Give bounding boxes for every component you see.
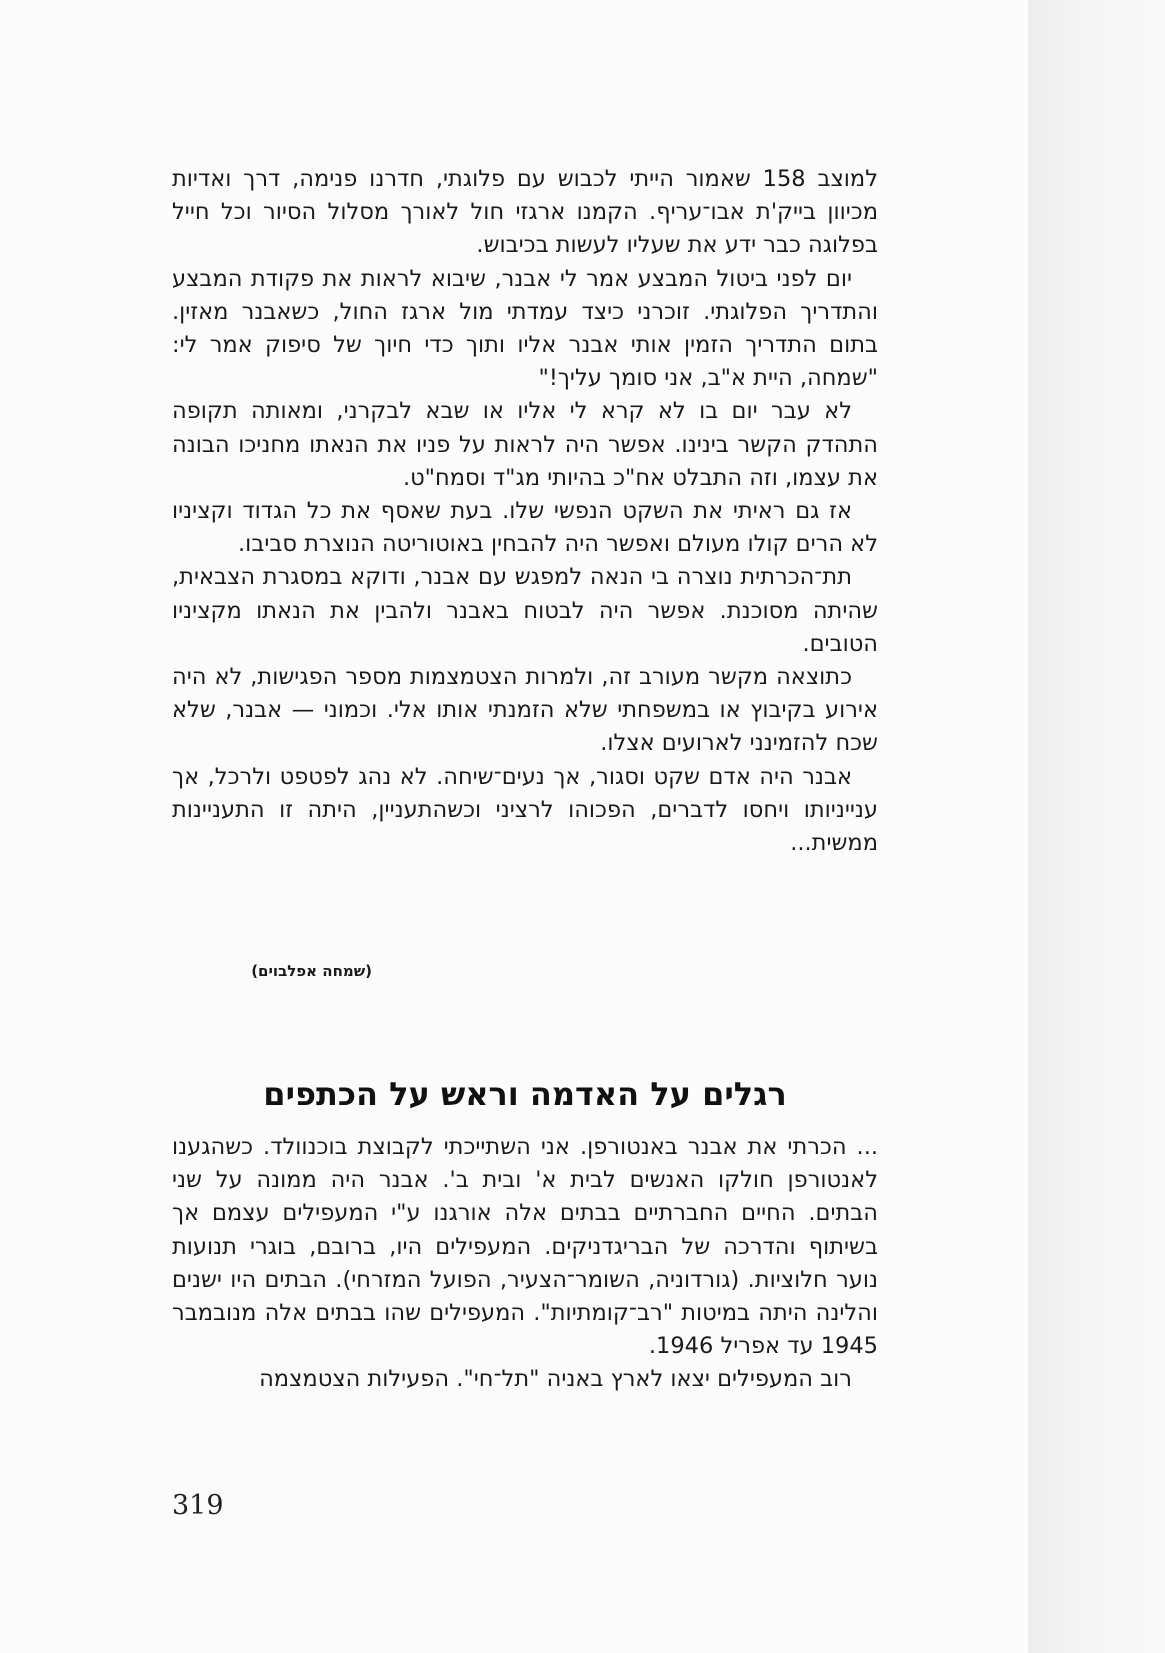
paragraph: אבנר היה אדם שקט וסגור, אך נעים־שיחה. לא נהג לפטפט ולרכל, אך ענייניותו ויחסו לדברים, הפכוהו לרציני וכשהתעניין, היתה זו התעניינות ממשית... (172, 763, 878, 857)
paragraph: רוב המעפילים יצאו לארץ באניה "תל־חי". הפעילות הצטמצמה (259, 1366, 852, 1393)
paragraph: יום לפני ביטול המבצע אמר לי אבנר, שיבוא לראות את פקודת המבצע והתדריך הפלוגתי. זוכרני כיצד עמדתי מול ארגז החול, כשאבנר מאזין. בתום התדריך הזמין אותי אבנר אליו ותוך כדי חיוך של סיפוק אמר לי: "שמחה, היית א"ב, אני סומך עליך!" (172, 265, 878, 392)
author-attribution: (שמחה אפלבוים) (251, 962, 372, 980)
paragraph: למוצב 158 שאמור הייתי לכבוש עם פלוגתי, חדרנו פנימה, דרך ואדיות מכיוון בייק'ת אבו־עריף. הקמנו ארגזי חול לאורך מסלול הסיור וכל חייל בפלוגה כבר ידע את שעליו לעשות בכיבוש. (172, 166, 878, 259)
paragraph: כתוצאה מקשר מעורב זה, ולמרות הצטמצמות מספר הפגישות, לא היה אירוע בקיבוץ או במשפחתי שלא הזמנתי אותו אלי. וכמוני — אבנר, שלא שכח להזמינני לארועים אצלו. (172, 664, 878, 757)
section-title: רגלים על האדמה וראש על הכתפים (263, 1075, 787, 1113)
article-body-2 (172, 1131, 878, 1397)
page-gutter (1028, 0, 1165, 1653)
article-body-1 (172, 163, 878, 860)
paragraph: ... הכרתי את אבנר באנטורפן. אני השתייכתי לקבוצת בוכנוולד. כשהגענו לאנטורפן חולקו האנשים לבית א' ובית ב'. אבנר היה ממונה על שני הבתים. החיים החברתיים בבתים אלה אורגנו ע"י המעפילים עצמם אך בשיתוף והדרכה של הבריגדניקים. המעפילים היו, ברובם, בוגרי תנועות נוער חלוציות. (גורדוניה, השומר־הצעיר, הפועל המזרחי). הבתים היו ישנים והלינה היתה במיטות "רב־קומתיות". המעפילים שהו בבתים אלה מנובמבר 1945 עד אפריל 1946. (172, 1134, 878, 1360)
paragraph: תת־הכרתית נוצרה בי הנאה למפגש עם אבנר, ודוקא במסגרת הצבאית, שהיתה מסוכנת. אפשר היה לבטוח באבנר ולהבין את הנאתו מקציניו הטובים. (172, 564, 878, 657)
page-number: 319 (172, 1490, 224, 1521)
paragraph: אז גם ראיתי את השקט הנפשי שלו. בעת שאסף את כל הגדוד וקציניו לא הרים קולו מעולם ואפשר היה להבחין באוטוריטה הנוצרת סביבו. (172, 498, 878, 558)
paragraph: לא עבר יום בו לא קרא לי אליו או שבא לבקרני, ומאותה תקופה התהדק הקשר בינינו. אפשר היה לראות על פניו את הנאתו מחניכו הבונה את עצמו, וזה התבלט אח"כ בהיותי מג"ד וסמח"ט. (172, 398, 878, 491)
